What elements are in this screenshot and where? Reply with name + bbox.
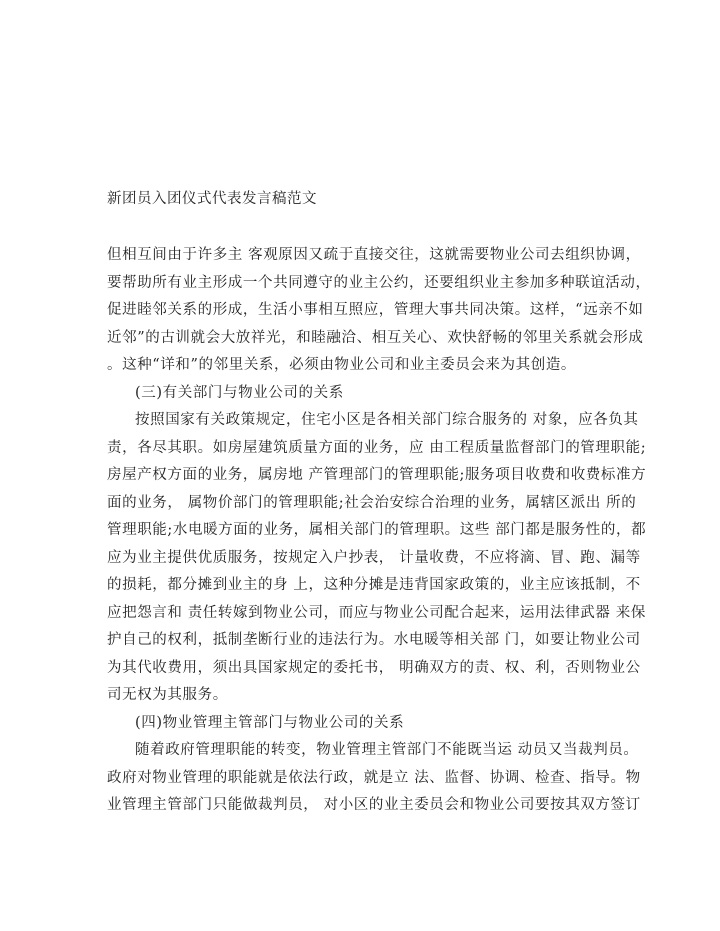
paragraph-line: (四)物业管理主管部门与物业公司的关系: [135, 714, 405, 731]
paragraph-line: 司无权为其服务。: [107, 687, 228, 703]
paragraph-line: 应为业主提供优质服务，按规定入户抄表， 计量收费，不应将滴、冒、跑、漏等: [107, 549, 641, 566]
paragraph-line: 。这种“详和”的邻里关系，必须由物业公司和业主委员会来为其创造。: [107, 357, 577, 373]
paragraph-line: 面的业务， 属物价部门的管理职能;社会治安综合治理的业务，属辖区派出 所的: [107, 494, 637, 511]
paragraph-line: 责，各尽其职。如房屋建筑质量方面的业务，应 由工程质量监督部门的管理职能;: [107, 439, 647, 456]
paragraph-line: 要帮助所有业主形成一个共同遵守的业主公约，还要组织业主参加多种联谊活动，: [107, 274, 651, 291]
paragraph-line: 促进睦邻关系的形成，生活小事相互照应，管理大事共同决策。这样，“远亲不如: [107, 302, 644, 318]
paragraph-line: 管理职能;水电暖方面的业务，属相关部门的管理职。这些 部门都是服务性的，都: [107, 522, 647, 538]
document-body: [107, 242, 651, 820]
paragraph-line: 政府对物业管理的职能就是依法行政，就是立 法、监督、协调、检查、指导。物: [107, 769, 641, 786]
paragraph-line: 的损耗，都分摊到业主的身 上，这种分摊是违背国家政策的，业主应该抵制，不: [107, 577, 641, 593]
document-title: 新团员入团仪式代表发言稿范文: [107, 191, 317, 207]
paragraph-line: 但相互间由于许多主 客观原因又疏于直接交往，这就需要物业公司去组织协调，: [107, 247, 641, 263]
paragraph-line: 护自己的权利，抵制垄断行业的违法行为。水电暖等相关部 门，如要让物业公司: [107, 632, 641, 648]
paragraph-line: 按照国家有关政策规定，住宅小区是各相关部门综合服务的 对象，应各负其: [135, 412, 639, 428]
paragraph-line: (三)有关部门与物业公司的关系: [135, 384, 344, 401]
paragraph-line: 为其代收费用，须出具国家规定的委托书， 明确双方的责、权、利，否则物业公: [107, 659, 641, 676]
paragraph-line: 随着政府管理职能的转变，物业管理主管部门不能既当运 动员又当裁判员。: [135, 742, 639, 758]
paragraph-line: 业管理主管部门只能做裁判员， 对小区的业主委员会和物业公司要按其双方签订: [107, 797, 641, 813]
paragraph-line: 近邻”的古训就会大放祥光，和睦融洽、相互关心、欢快舒畅的邻里关系就会形成: [107, 329, 644, 346]
paragraph-line: 房屋产权方面的业务，属房地 产管理部门的管理职能;服务项目收费和收费标准方: [107, 467, 647, 483]
paragraph-line: 应把怨言和 责任转嫁到物业公司，而应与物业公司配合起来，运用法律武器 来保: [107, 604, 646, 621]
